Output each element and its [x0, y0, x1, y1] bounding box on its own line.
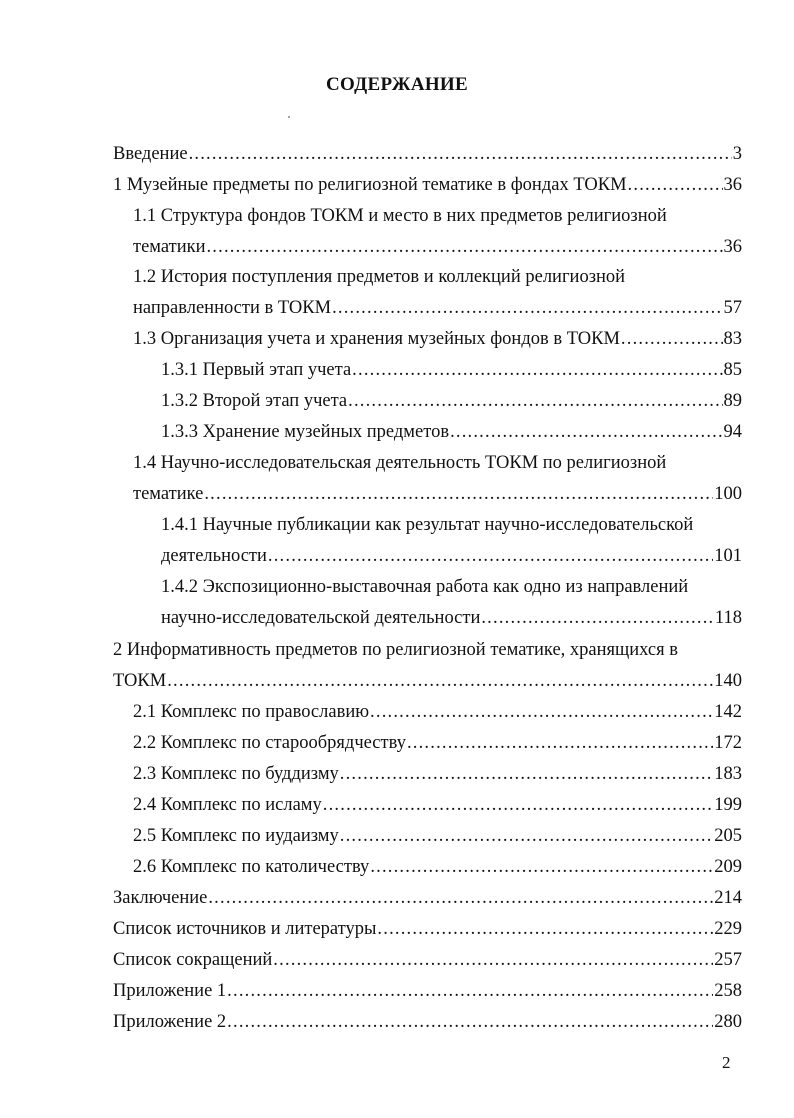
toc-entry-appendix-2[interactable]	[113, 1010, 742, 1034]
toc-entry-chapter-1[interactable]	[113, 173, 742, 197]
toc-leader	[377, 917, 713, 941]
toc-entry-sources[interactable]	[113, 917, 742, 941]
page-title: СОДЕРЖАНИЕ	[326, 74, 468, 95]
toc-entry-page: 36	[723, 175, 742, 195]
toc-entry-title: деятельности	[161, 546, 267, 566]
toc-entry-page: 83	[723, 329, 742, 349]
toc-leader	[273, 948, 713, 972]
page-number: 2	[722, 1053, 731, 1072]
toc-leader	[340, 824, 713, 848]
toc-leader	[370, 855, 713, 879]
toc-entry-title: 2.4 Комплекс по исламу	[133, 795, 322, 815]
toc-entry-title: направленности в ТОКМ	[133, 298, 332, 318]
toc-entry-1-4-2-line1[interactable]: 1.4.2 Экспозиционно-выставочная работа как одно из направлений	[161, 577, 689, 597]
toc-entry-page: 214	[714, 888, 742, 908]
toc-entry-page: 118	[714, 608, 742, 628]
toc-entry-1-4-1[interactable]	[161, 544, 742, 568]
toc-leader	[407, 731, 713, 755]
toc-entry-page: 140	[714, 671, 742, 691]
toc-leader	[621, 327, 723, 351]
toc-entry-title: 1.3 Организация учета и хранения музейных фондов в ТОКМ	[133, 329, 620, 349]
toc-entry-1-3-2[interactable]	[161, 389, 742, 413]
toc-entry-2-4[interactable]	[133, 793, 742, 817]
toc-entry-1-1-line1[interactable]: 1.1 Структура фондов ТОКМ и место в них предметов религиозной	[133, 206, 667, 226]
toc-entry-title: Приложение 2	[113, 1012, 227, 1032]
toc-leader	[206, 235, 722, 259]
toc-entry-page: 101	[714, 546, 742, 566]
toc-entry-title: 2.5 Комплекс по иудаизму	[133, 826, 339, 846]
toc-entry-page: 3	[732, 144, 742, 164]
toc-leader	[352, 358, 722, 382]
toc-leader	[340, 762, 713, 786]
toc-entry-1-3-3[interactable]	[161, 420, 742, 444]
toc-entry-appendix-1[interactable]	[113, 979, 742, 1003]
toc-entry-page: 199	[714, 795, 742, 815]
toc-entry-page: 100	[714, 484, 742, 504]
toc-entry-2-6[interactable]	[133, 855, 742, 879]
toc-entry-page: 229	[714, 919, 742, 939]
toc-leader	[332, 296, 722, 320]
toc-entry-1-2[interactable]	[133, 296, 742, 320]
toc-entry-conclusion[interactable]	[113, 886, 742, 910]
toc-entry-page: 183	[714, 764, 742, 784]
toc-entry-2-2[interactable]	[133, 731, 742, 755]
toc-entry-page: 209	[714, 857, 742, 877]
toc-entry-2-5[interactable]	[133, 824, 742, 848]
toc-entry-page: 94	[723, 422, 742, 442]
toc-entry-title: Список сокращений	[113, 950, 273, 970]
toc-entry-1-1[interactable]	[133, 235, 742, 259]
toc-entry-1-3[interactable]	[133, 327, 742, 351]
toc-entry-chapter-2-line1[interactable]: 2 Информативность предметов по религиозной тематике, хранящихся в	[113, 640, 678, 660]
toc-entry-page: 142	[714, 702, 742, 722]
toc-entry-title: 1.3.2 Второй этап учета	[161, 391, 348, 411]
toc-entry-page: 85	[723, 360, 742, 380]
toc-leader	[628, 173, 723, 197]
toc-entry-abbreviations[interactable]	[113, 948, 742, 972]
toc-leader	[227, 979, 713, 1003]
toc-entry-title: ТОКМ	[113, 671, 167, 691]
toc-entry-title: 1.3.1 Первый этап учета	[161, 360, 352, 380]
toc-entry-title: научно-исследовательской деятельности	[161, 608, 481, 628]
toc-leader	[370, 700, 713, 724]
toc-entry-1-3-1[interactable]	[161, 358, 742, 382]
toc-entry-title: 1.3.3 Хранение музейных предметов	[161, 422, 450, 442]
toc-entry-page: 89	[723, 391, 742, 411]
toc-entry-intro[interactable]	[113, 142, 742, 166]
toc-leader	[189, 142, 732, 166]
toc-leader	[268, 544, 713, 568]
toc-leader	[348, 389, 722, 413]
toc-leader	[204, 482, 713, 506]
toc-entry-2-1[interactable]	[133, 700, 742, 724]
toc-entry-page: 172	[714, 733, 742, 753]
toc-leader	[481, 606, 714, 630]
toc-entry-page: 280	[714, 1012, 742, 1032]
toc-entry-title: 2.2 Комплекс по старообрядчеству	[133, 733, 406, 753]
toc-entry-page: 57	[723, 298, 742, 318]
toc-entry-1-4-1-line1[interactable]: 1.4.1 Научные публикации как результат научно-исследовательской	[161, 515, 694, 535]
toc-leader	[167, 669, 713, 693]
toc-entry-title: тематике	[133, 484, 204, 504]
toc-leader	[208, 886, 713, 910]
toc-leader	[227, 1010, 713, 1034]
toc-entry-title: 1 Музейные предметы по религиозной тематике в фондах ТОКМ	[113, 175, 627, 195]
toc-entry-1-4-2[interactable]	[161, 606, 742, 630]
toc-entry-1-4[interactable]	[133, 482, 742, 506]
toc-entry-title: тематики	[133, 237, 206, 257]
toc-entry-1-2-line1[interactable]: 1.2 История поступления предметов и коллекций религиозной	[133, 267, 626, 287]
toc-entry-page: 257	[714, 950, 742, 970]
toc-entry-title: 2.6 Комплекс по католичеству	[133, 857, 370, 877]
toc-entry-title: 2.1 Комплекс по православию	[133, 702, 370, 722]
toc-leader	[450, 420, 722, 444]
toc-entry-title: Приложение 1	[113, 981, 227, 1001]
toc-entry-page: 36	[723, 237, 742, 257]
toc-entry-1-4-line1[interactable]: 1.4 Научно-исследовательская деятельность ТОКМ по религиозной	[133, 453, 667, 473]
toc-entry-chapter-2[interactable]	[113, 669, 742, 693]
toc-entry-2-3[interactable]	[133, 762, 742, 786]
toc-entry-title: 2.3 Комплекс по буддизму	[133, 764, 339, 784]
toc-entry-title: Введение	[113, 144, 188, 164]
toc-leader	[323, 793, 713, 817]
toc-entry-title: Список источников и литературы	[113, 919, 377, 939]
toc-entry-title: Заключение	[113, 888, 208, 908]
toc-entry-page: 205	[714, 826, 742, 846]
toc-entry-page: 258	[714, 981, 742, 1001]
